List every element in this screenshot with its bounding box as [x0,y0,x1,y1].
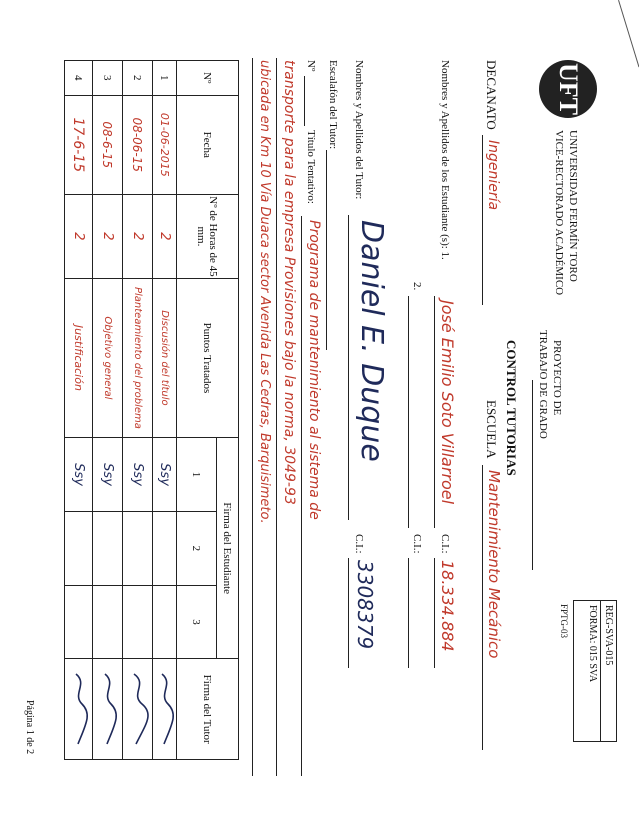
row-no: 3 [93,61,123,96]
row-no: 4 [65,61,93,96]
row-firma-1: Ssy [123,438,153,512]
corner-mark [618,0,639,67]
tutor-signature-icon [156,669,176,749]
col-puntos: Puntos Tratados [177,278,239,437]
row-puntos: Justificación [65,278,93,437]
page-number: Página 1 de 2 [24,700,35,755]
doc-code: FPTG-03 [559,604,569,639]
row-firma-2 [123,512,153,586]
vice-rectorado: VICE-RECTORADO ACADÉMICO [553,130,565,296]
titulo-label: Título Tentativo: [305,130,317,204]
tutoring-log-table [64,60,239,760]
escuela-label: ESCUELA [484,400,499,459]
col-fecha: Fecha [177,95,239,195]
col-f1: 1 [177,438,217,512]
tutor-name: Daniel E. Duque [354,220,389,462]
decanato-line [482,135,483,305]
row-firma-3 [123,585,153,659]
table-row [93,61,123,760]
row-firma-2 [153,512,177,586]
row-horas: 2 [153,195,177,279]
table-row [123,61,153,760]
row-firma-3 [65,585,93,659]
row-firma-1: Ssy [93,438,123,512]
row-fecha: 08-6-15 [93,95,123,195]
table-row [65,61,93,760]
student1-ci-label: C.I.: [439,534,451,554]
col-no: Nº [177,61,239,96]
col-f2: 2 [177,512,217,586]
row-firma-tutor [153,659,177,760]
row-no: 2 [123,61,153,96]
form-code: FORMA: 015 SVA [587,605,598,683]
decanato-label: DECANATO [484,60,499,130]
row-firma-3 [93,585,123,659]
table-row [153,61,177,760]
student2-number: 2. [411,282,423,291]
row-fecha: 01-06-2015 [153,95,177,195]
form-title: CONTROL TUTORIAS [504,340,519,476]
col-firma-estudiante: Firma del Estudiante [217,438,239,659]
reference-box [573,600,617,742]
student1-ci-line [434,558,435,668]
titulo-rule3 [252,58,253,776]
university-name: UNIVERSIDAD FERMÍN TORO [567,130,579,282]
student2-line [408,296,409,528]
tutor-signature-icon [128,669,150,749]
tutor-signature-icon [70,669,90,749]
project-line2: TRABAJO DE GRADO [537,330,549,439]
row-firma-tutor [65,659,93,760]
no-line [304,76,305,126]
row-puntos: Planteamiento del problema [123,278,153,437]
tutor-ci: 3308379 [353,560,377,650]
students-label: Nombres y Apellidos de los Estudiante (s): 1. [439,60,451,260]
university-logo: UFT [539,60,597,118]
row-firma-2 [65,512,93,586]
row-no: 1 [153,61,177,96]
student1-ci: 18.334.884 [438,560,457,652]
row-firma-tutor [93,659,123,760]
student2-ci-line [408,558,409,668]
escalafon-label: Escalafón del Tutor: [327,60,339,150]
row-firma-1: Ssy [153,438,177,512]
titulo-line1: Programa de mantenimiento al sistema de [306,220,322,520]
titulo-rule2 [276,58,277,776]
col-f3: 3 [177,585,217,659]
row-firma-3 [153,585,177,659]
escuela-line [482,465,483,750]
no-label: Nº [305,60,317,72]
tutor-line [348,215,349,520]
header-rule [532,380,533,570]
tutor-ci-line [348,558,349,668]
row-firma-2 [93,512,123,586]
row-puntos: Discusión del título [153,278,177,437]
ref-code: REG-SVA-015 [600,601,616,741]
row-horas: 2 [93,195,123,279]
titulo-rule1 [301,216,302,776]
escalafon-line [326,150,327,350]
row-firma-1: Ssy [65,438,93,512]
titulo-line3: ubicada en Km 10 Vía Duaca sector Avenida Las Cedras, Barquisimeto. [257,60,272,524]
row-horas: 2 [123,195,153,279]
col-firma-tutor: Firma del Tutor [177,659,239,760]
project-line1: PROYECTO DE [551,340,563,416]
row-puntos: Objetivo general [93,278,123,437]
row-horas: 2 [65,195,93,279]
tutor-label: Nombres y Apellidos del Tutor: [353,60,365,200]
titulo-line2: transporte para la empresa Provisiones bajo la norma, 3049-93 [281,60,297,505]
row-fecha: 08-06-15 [123,95,153,195]
row-firma-tutor [123,659,153,760]
student2-ci-label: C.I.: [411,534,423,554]
student1-name: José Emilio Soto Villarroel [438,300,457,505]
escuela-value: Mantenimiento Mecánico [485,470,503,659]
decanato-value: Ingeniería [485,140,501,211]
student1-line [434,296,435,528]
col-horas: Nº de Horas de 45 mm. [177,195,239,279]
tutor-ci-label: C.I.: [353,534,365,554]
tutor-signature-icon [98,669,120,749]
row-fecha: 17-6-15 [65,95,93,195]
